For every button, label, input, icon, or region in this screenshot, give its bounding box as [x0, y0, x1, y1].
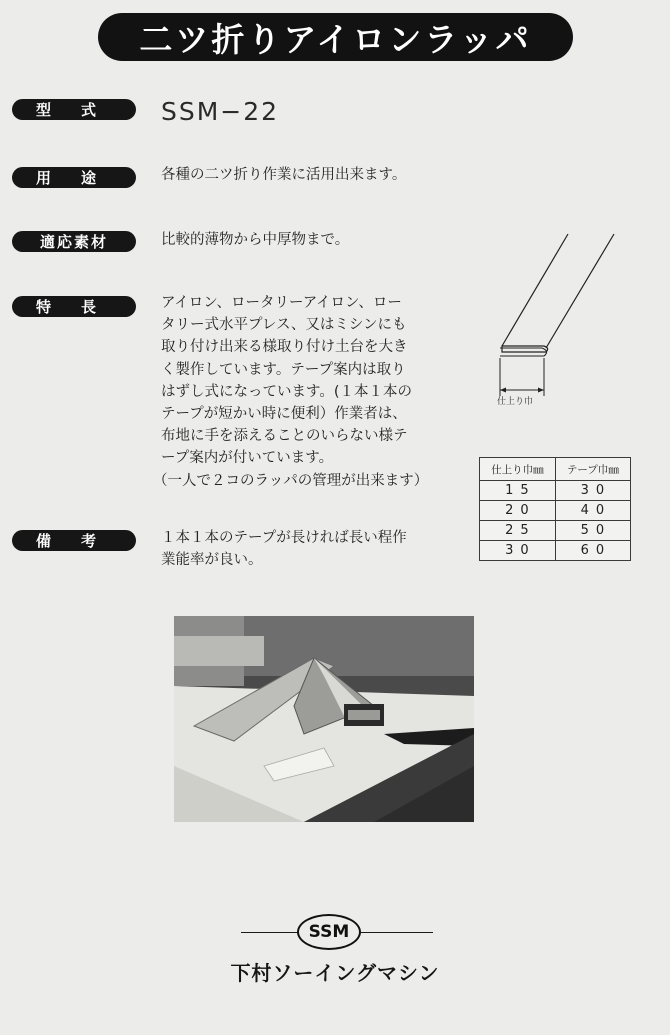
model-label — [12, 99, 136, 120]
notes-text — [161, 527, 407, 571]
features-line: く製作しています。テープ案内は取り — [161, 361, 406, 378]
features-line: 布地に手を添えることのいらない様テ — [161, 428, 408, 445]
material-label-text: 適応素材 — [39, 233, 108, 251]
header-finished-width: 仕上り巾㎜ — [480, 458, 556, 481]
notes-label — [12, 530, 136, 551]
usage-label-text: 用 途 — [36, 169, 97, 187]
product-photo-illustration — [174, 616, 474, 822]
features-line: はずし式になっています。(１本１本の — [161, 383, 412, 400]
table-row — [480, 481, 631, 501]
features-line: アイロン、ロータリーアイロン、ロー — [161, 295, 402, 311]
spec-table — [479, 457, 631, 561]
notes-line: 業能率が良い。 — [161, 552, 263, 569]
usage-label — [12, 167, 136, 188]
features-line: 取り付け出来る様取り付け土台を大き — [161, 339, 408, 356]
product-photo — [174, 616, 474, 822]
features-label — [12, 296, 136, 317]
features-line: タリー式水平プレス、又はミシンにも — [161, 317, 407, 334]
features-line: ープ案内が付いています。 — [161, 450, 334, 467]
page-title: 二ツ折りアイロンラッパ — [139, 19, 532, 59]
finished-width-cell: 15 — [480, 481, 556, 501]
notes-line: １本１本のテープが長ければ長い程作 — [161, 530, 407, 546]
table-row — [480, 521, 631, 541]
material-label — [12, 231, 136, 252]
features-line: テープが短かい時に便利）作業者は、 — [161, 406, 407, 423]
folded-tape-diagram — [490, 228, 640, 418]
notes-label-text: 備 考 — [36, 532, 97, 550]
finished-width-cell: 25 — [480, 521, 556, 541]
tape-edge-line — [502, 234, 568, 346]
table-row — [480, 541, 631, 561]
finished-width-cell: 30 — [480, 541, 556, 561]
maker-name: 下村ソーイングマシン — [230, 961, 440, 985]
tape-width-cell: 60 — [555, 541, 630, 561]
logo-text: SSM — [308, 922, 350, 942]
features-text — [153, 292, 446, 492]
table-header-row — [480, 458, 631, 481]
header-tape-width: テープ巾㎜ — [555, 458, 630, 481]
table-row — [480, 501, 631, 521]
title-banner — [98, 13, 573, 61]
tape-edge-line — [546, 234, 614, 348]
tape-fold-shape — [502, 346, 548, 352]
ssm-logo — [297, 914, 361, 950]
arrow-left-icon — [500, 388, 506, 393]
features-line: （一人で２コのラッパの管理が出来ます） — [153, 472, 429, 489]
footer-rule-right — [361, 932, 433, 933]
model-label-text: 型 式 — [36, 101, 97, 119]
footer-rule-left — [241, 932, 297, 933]
finished-width-cell: 20 — [480, 501, 556, 521]
tape-width-cell: 40 — [555, 501, 630, 521]
tape-width-cell: 30 — [555, 481, 630, 501]
model-value: SSM−22 — [161, 97, 280, 126]
material-text: 比較的薄物から中厚物まで。 — [161, 232, 350, 248]
features-label-text: 特 長 — [36, 298, 97, 316]
usage-text: 各種の二ツ折り作業に活用出来ます。 — [161, 167, 407, 183]
tape-width-cell: 50 — [555, 521, 630, 541]
arrow-right-icon — [538, 388, 544, 393]
diagram-caption: 仕上り巾 — [497, 397, 534, 407]
